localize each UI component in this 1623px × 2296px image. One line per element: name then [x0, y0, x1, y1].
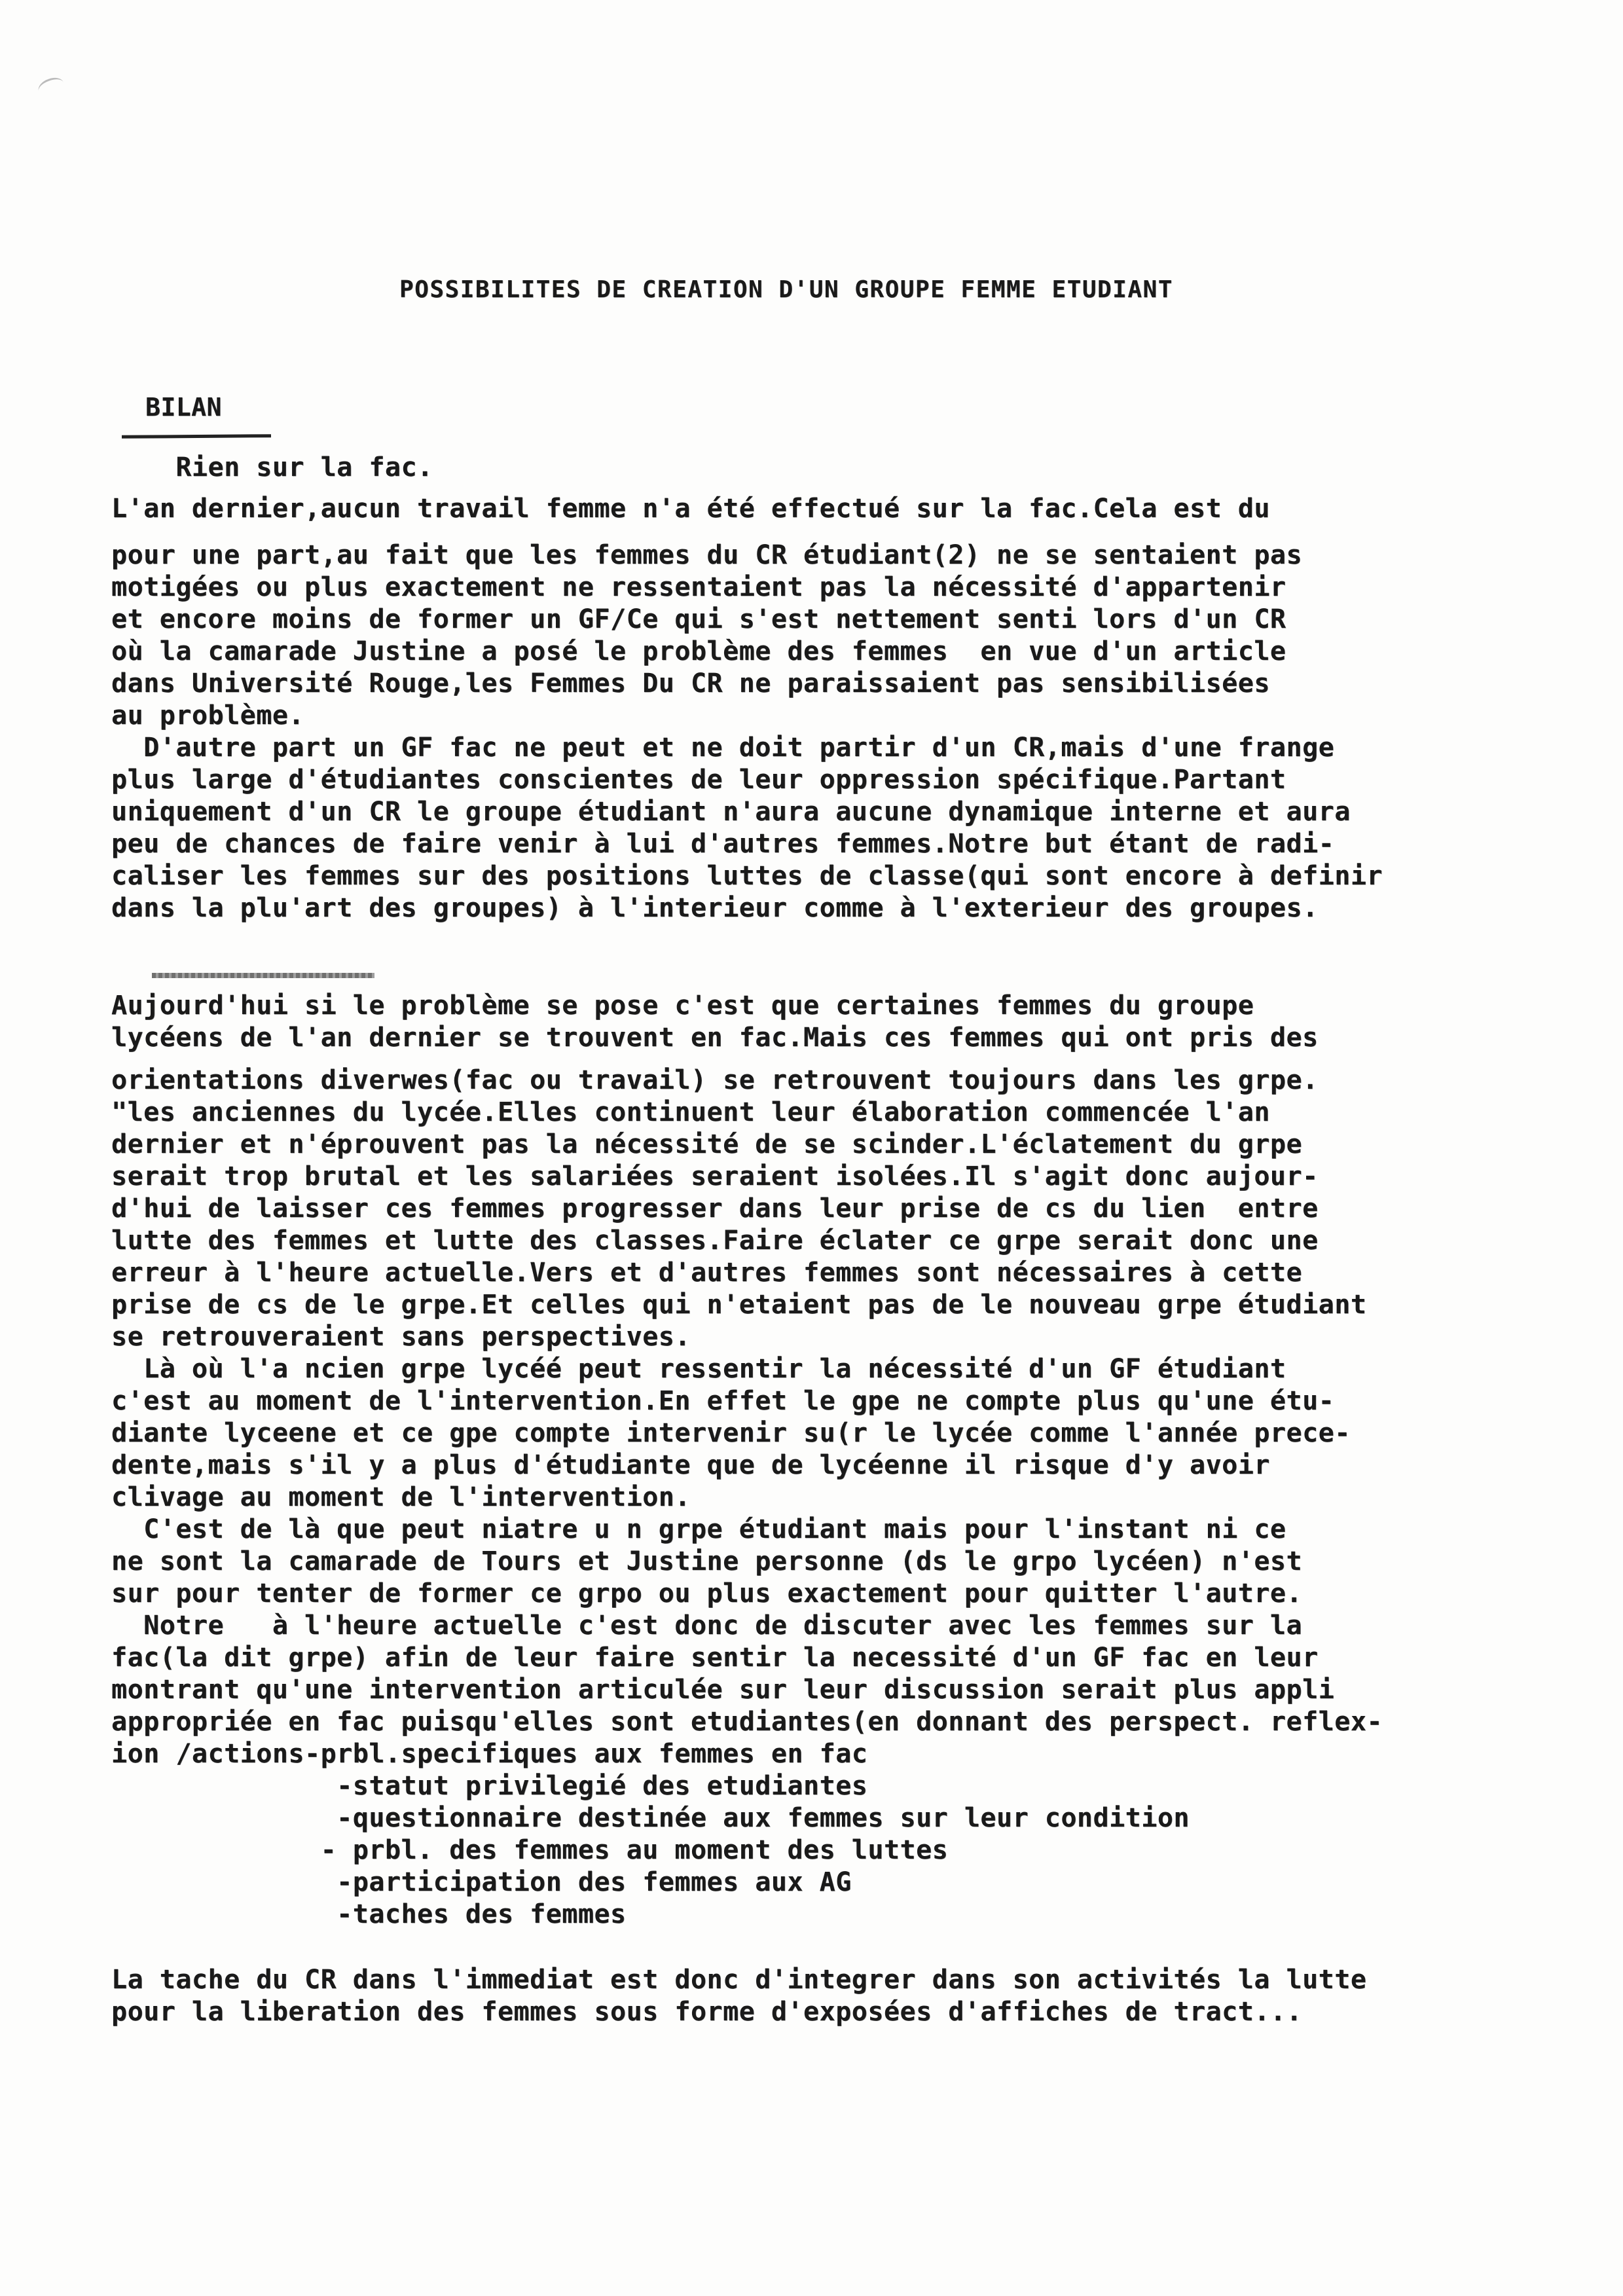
- text-line: -taches des femmes: [111, 1899, 627, 1929]
- text-line: -statut privilegié des etudiantes: [111, 1771, 868, 1801]
- text-line: Aujourd'hui si le problème se pose c'est que certaines femmes du groupe: [111, 991, 1254, 1021]
- text-line: -questionnaire destinée aux femmes sur leur condition: [111, 1803, 1190, 1833]
- text-line: uniquement d'un CR le groupe étudiant n'aura aucune dynamique interne et aura: [111, 797, 1351, 827]
- paragraph-perspectives: [111, 990, 1499, 1931]
- text-line: serait trop brutal et les salariées seraient isolées.Il s'agit donc aujour-: [111, 1161, 1319, 1192]
- paper-mark: [36, 75, 66, 99]
- text-line: L'an dernier,aucun travail femme n'a été effectué sur la fac.Cela est du: [111, 494, 1270, 524]
- text-line: dans la plu'art des groupes) à l'interieur comme à l'exterieur des groupes.: [111, 893, 1319, 923]
- text-line: plus large d'étudiantes conscientes de leur oppression spécifique.Partant: [111, 765, 1286, 795]
- text-line: ion /actions-prbl.specifiques aux femmes en fac: [111, 1739, 868, 1769]
- text-line: La tache du CR dans l'immediat est donc d'integrer dans son activités la lutte: [111, 1965, 1367, 1995]
- text-line: motigées ou plus exactement ne ressentaient pas la nécessité d'appartenir: [111, 572, 1286, 602]
- text-line: diante lyceene et ce gpe compte intervenir su(r le lycée comme l'année prece-: [111, 1418, 1351, 1448]
- text-line: se retrouveraient sans perspectives.: [111, 1322, 691, 1352]
- text-line: Là où l'a ncien grpe lycéé peut ressentir la nécessité d'un GF étudiant: [111, 1354, 1286, 1384]
- text-line: "les anciennes du lycée.Elles continuent leur élaboration commencée l'an: [111, 1097, 1270, 1127]
- text-line: lycéens de l'an dernier se trouvent en fac.Mais ces femmes qui ont pris des: [111, 1023, 1319, 1053]
- text-line: c'est au moment de l'intervention.En effet le gpe ne compte plus qu'une étu-: [111, 1386, 1335, 1416]
- text-line: sur pour tenter de former ce grpo ou plus exactement pour quitter l'autre.: [111, 1578, 1303, 1609]
- text-line: ne sont la camarade de Tours et Justine personne (ds le grpo lycéen) n'est: [111, 1546, 1303, 1576]
- text-line: -participation des femmes aux AG: [111, 1867, 852, 1897]
- text-line: dans Université Rouge,les Femmes Du CR ne paraissaient pas sensibilisées: [111, 668, 1270, 699]
- text-line: et encore moins de former un GF/Ce qui s'est nettement senti lors d'un CR: [111, 604, 1286, 634]
- text-line: dernier et n'éprouvent pas la nécessité de se scinder.L'éclatement du grpe: [111, 1129, 1303, 1159]
- paragraph-conclusion: [111, 1964, 1499, 2028]
- text-line: lutte des femmes et lutte des classes.Faire éclater ce grpe serait donc une: [111, 1226, 1319, 1256]
- text-line: Notre à l'heure actuelle c'est donc de discuter avec les femmes sur la: [111, 1611, 1303, 1641]
- text-line: erreur à l'heure actuelle.Vers et d'autres femmes sont nécessaires à cette: [111, 1258, 1303, 1288]
- text-line: pour la liberation des femmes sous forme d'exposées d'affiches de tract...: [111, 1997, 1303, 2027]
- section-heading-bilan: BILAN: [145, 393, 222, 422]
- text-line: D'autre part un GF fac ne peut et ne doit partir d'un CR,mais d'une frange: [111, 733, 1335, 763]
- heading-underline: [122, 434, 271, 439]
- struck-out-heading: [152, 973, 374, 978]
- document-title: POSSIBILITES DE CREATION D'UN GROUPE FEMME ETUDIANT: [399, 276, 1173, 303]
- paragraph-bilan: [111, 452, 1499, 924]
- text-line: où la camarade Justine a posé le problème des femmes en vue d'un article: [111, 636, 1286, 666]
- text-line: au problème.: [111, 701, 304, 731]
- text-line: Rien sur la fac.: [111, 452, 433, 483]
- text-line: d'hui de laisser ces femmes progresser dans leur prise de cs du lien entre: [111, 1194, 1319, 1224]
- text-line: - prbl. des femmes au moment des luttes: [111, 1835, 949, 1865]
- text-line: orientations diverwes(fac ou travail) se retrouvent toujours dans les grpe.: [111, 1065, 1319, 1095]
- text-line: prise de cs de le grpe.Et celles qui n'etaient pas de le nouveau grpe étudiant: [111, 1290, 1367, 1320]
- text-line: C'est de là que peut niatre u n grpe étudiant mais pour l'instant ni ce: [111, 1514, 1286, 1544]
- text-line: dente,mais s'il y a plus d'étudiante que de lycéenne il risque d'y avoir: [111, 1450, 1270, 1480]
- text-line: fac(la dit grpe) afin de leur faire sentir la necessité d'un GF fac en leur: [111, 1643, 1319, 1673]
- text-line: caliser les femmes sur des positions luttes de classe(qui sont encore à definir: [111, 861, 1383, 891]
- text-line: montrant qu'une intervention articulée sur leur discussion serait plus appli: [111, 1675, 1335, 1705]
- text-line: pour une part,au fait que les femmes du CR étudiant(2) ne se sentaient pas: [111, 540, 1303, 570]
- text-line: appropriée en fac puisqu'elles sont etudiantes(en donnant des perspect. reflex-: [111, 1707, 1383, 1737]
- text-line: peu de chances de faire venir à lui d'autres femmes.Notre but étant de radi-: [111, 829, 1335, 859]
- text-line: clivage au moment de l'intervention.: [111, 1482, 691, 1512]
